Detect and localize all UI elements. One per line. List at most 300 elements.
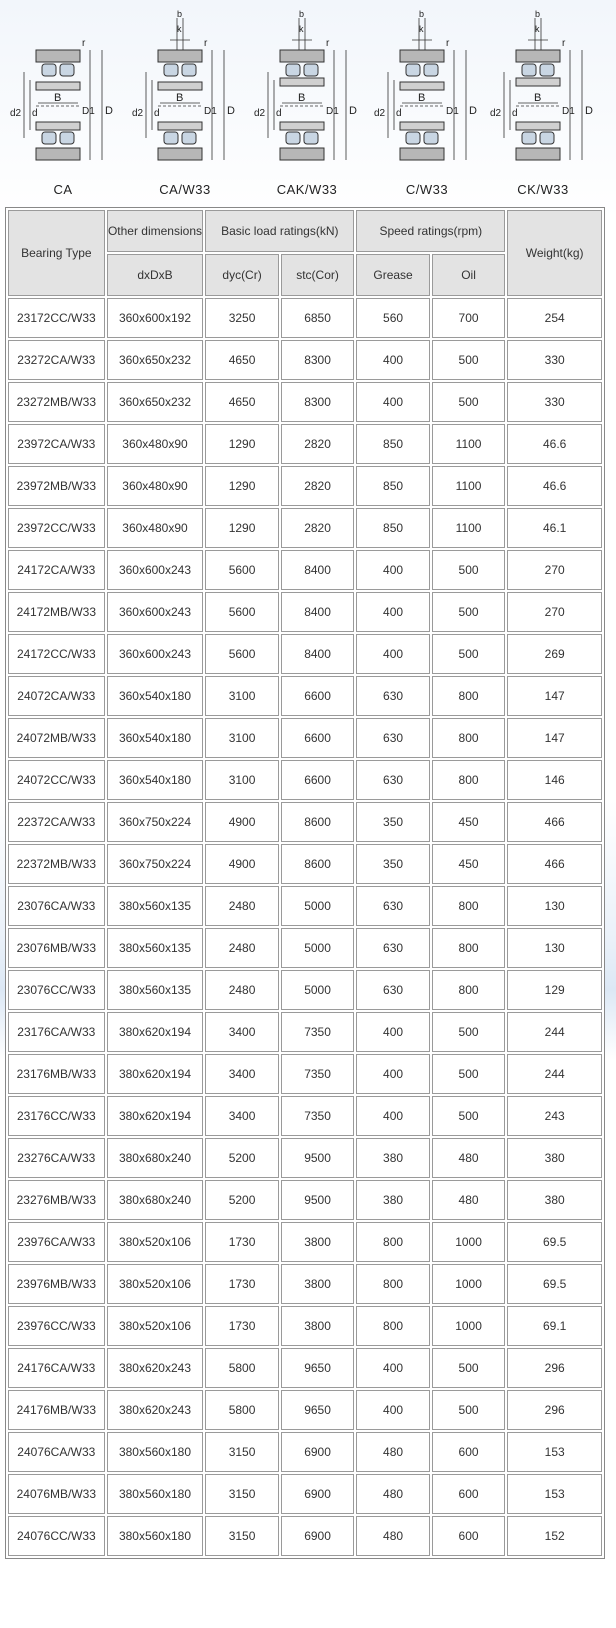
dim-b-label: b (535, 10, 541, 19)
cell-oil: 1000 (432, 1306, 506, 1346)
cell-oil: 800 (432, 760, 506, 800)
table-row (8, 1348, 602, 1388)
table-row (8, 718, 602, 758)
diagram-caption: CA/W33 (159, 182, 211, 197)
cell-weight: 296 (507, 1390, 602, 1430)
table-body (8, 298, 602, 1556)
diagram-caption: CK/W33 (517, 182, 569, 197)
cell-bearing-type: 24176CA/W33 (8, 1348, 105, 1388)
cell-oil: 480 (432, 1138, 506, 1178)
dim-r-label: r (446, 38, 450, 49)
cell-weight: 270 (507, 592, 602, 632)
cell-stc: 8300 (281, 382, 355, 422)
cell-dyc: 5600 (205, 634, 279, 674)
cell-grease: 400 (356, 1390, 430, 1430)
cell-oil: 500 (432, 1096, 506, 1136)
table-row (8, 802, 602, 842)
dim-k-label: k (535, 24, 540, 34)
cell-grease: 400 (356, 1348, 430, 1388)
dim-r-label: r (82, 38, 86, 49)
cell-stc: 5000 (281, 970, 355, 1010)
cell-bearing-type: 24072CA/W33 (8, 676, 105, 716)
dim-k-label: k (419, 24, 424, 34)
cell-weight: 466 (507, 802, 602, 842)
dim-D-label: D (349, 105, 357, 117)
cell-weight: 129 (507, 970, 602, 1010)
table-row (8, 1054, 602, 1094)
cell-grease: 400 (356, 382, 430, 422)
cell-dyc: 3150 (205, 1474, 279, 1514)
bearing-cross-section-icon (252, 10, 362, 180)
cell-bearing-type: 23972CA/W33 (8, 424, 105, 464)
table-row (8, 676, 602, 716)
cell-weight: 69.5 (507, 1264, 602, 1304)
dim-B-label: B (176, 92, 184, 104)
header-weight: Weight(kg) (507, 210, 602, 296)
bearing-cross-section-icon (130, 10, 240, 180)
dim-B-label: B (298, 92, 306, 104)
cell-bearing-type: 23976CC/W33 (8, 1306, 105, 1346)
cell-grease: 400 (356, 592, 430, 632)
cell-oil: 1000 (432, 1264, 506, 1304)
cell-dyc: 1730 (205, 1306, 279, 1346)
cell-weight: 296 (507, 1348, 602, 1388)
cell-dimensions: 360x600x243 (107, 550, 204, 590)
cell-bearing-type: 24172MB/W33 (8, 592, 105, 632)
dim-d2-label: d2 (254, 108, 266, 119)
cell-bearing-type: 23176MB/W33 (8, 1054, 105, 1094)
cell-grease: 630 (356, 886, 430, 926)
dim-d-label: d (396, 108, 402, 119)
dim-D-label: D (105, 105, 113, 117)
cell-grease: 380 (356, 1180, 430, 1220)
header-dxdxb: dxDxB (107, 254, 204, 296)
cell-oil: 500 (432, 550, 506, 590)
table-row (8, 1012, 602, 1052)
cell-weight: 69.5 (507, 1222, 602, 1262)
bearing-cross-section-icon (8, 10, 118, 180)
table-row (8, 298, 602, 338)
cell-stc: 6600 (281, 718, 355, 758)
header-stc: stc(Cor) (281, 254, 355, 296)
cell-weight: 130 (507, 886, 602, 926)
dim-d2-label: d2 (490, 108, 502, 119)
cell-dyc: 3400 (205, 1096, 279, 1136)
cell-oil: 1100 (432, 466, 506, 506)
cell-dyc: 1290 (205, 466, 279, 506)
cell-stc: 6900 (281, 1474, 355, 1514)
cell-grease: 800 (356, 1222, 430, 1262)
cell-bearing-type: 23172CC/W33 (8, 298, 105, 338)
cell-dimensions: 380x560x135 (107, 928, 204, 968)
dim-D-label: D (227, 105, 235, 117)
cell-dyc: 4650 (205, 382, 279, 422)
table-row (8, 1264, 602, 1304)
cell-dimensions: 380x620x194 (107, 1012, 204, 1052)
table-row (8, 508, 602, 548)
table-row (8, 382, 602, 422)
table-row (8, 550, 602, 590)
cell-dyc: 3400 (205, 1054, 279, 1094)
dim-D-label: D (585, 105, 593, 117)
table-row (8, 1180, 602, 1220)
cell-weight: 46.1 (507, 508, 602, 548)
cell-stc: 2820 (281, 466, 355, 506)
cell-bearing-type: 23272MB/W33 (8, 382, 105, 422)
bearing-cross-section-icon (488, 10, 598, 180)
cell-grease: 480 (356, 1516, 430, 1556)
cell-weight: 466 (507, 844, 602, 884)
cell-grease: 850 (356, 424, 430, 464)
header-other-dimensions: Other dimensions (107, 210, 204, 252)
cell-stc: 7350 (281, 1012, 355, 1052)
cell-oil: 1000 (432, 1222, 506, 1262)
cell-weight: 330 (507, 340, 602, 380)
cell-dyc: 5600 (205, 550, 279, 590)
cell-stc: 2820 (281, 508, 355, 548)
cell-bearing-type: 23076MB/W33 (8, 928, 105, 968)
cell-dimensions: 380x560x180 (107, 1474, 204, 1514)
cell-bearing-type: 24176MB/W33 (8, 1390, 105, 1430)
cell-weight: 147 (507, 718, 602, 758)
cell-oil: 600 (432, 1474, 506, 1514)
cell-bearing-type: 22372MB/W33 (8, 844, 105, 884)
table-row (8, 1390, 602, 1430)
diagram-caption: CA (53, 182, 73, 197)
cell-bearing-type: 23976MB/W33 (8, 1264, 105, 1304)
cell-grease: 630 (356, 718, 430, 758)
cell-grease: 400 (356, 550, 430, 590)
cell-weight: 243 (507, 1096, 602, 1136)
cell-weight: 244 (507, 1054, 602, 1094)
bearing-diagram (130, 10, 240, 200)
cell-dyc: 5200 (205, 1138, 279, 1178)
cell-bearing-type: 23976CA/W33 (8, 1222, 105, 1262)
cell-stc: 3800 (281, 1264, 355, 1304)
cell-grease: 350 (356, 802, 430, 842)
dim-D1-label: D1 (562, 106, 575, 117)
cell-bearing-type: 23176CA/W33 (8, 1012, 105, 1052)
cell-stc: 6600 (281, 676, 355, 716)
cell-dimensions: 380x520x106 (107, 1264, 204, 1304)
cell-weight: 153 (507, 1432, 602, 1472)
cell-stc: 9650 (281, 1348, 355, 1388)
cell-bearing-type: 24172CC/W33 (8, 634, 105, 674)
cell-stc: 6850 (281, 298, 355, 338)
dim-d2-label: d2 (374, 108, 386, 119)
cell-oil: 700 (432, 298, 506, 338)
cell-stc: 9650 (281, 1390, 355, 1430)
table-row (8, 1474, 602, 1514)
header-bearing-type: Bearing Type (8, 210, 105, 296)
cell-dyc: 1730 (205, 1222, 279, 1262)
cell-dimensions: 360x480x90 (107, 466, 204, 506)
cell-dimensions: 380x680x240 (107, 1138, 204, 1178)
cell-bearing-type: 23176CC/W33 (8, 1096, 105, 1136)
cell-weight: 380 (507, 1180, 602, 1220)
cell-dyc: 3150 (205, 1516, 279, 1556)
cell-dyc: 3150 (205, 1432, 279, 1472)
cell-oil: 500 (432, 1390, 506, 1430)
cell-dimensions: 360x540x180 (107, 718, 204, 758)
dim-d2-label: d2 (132, 108, 144, 119)
cell-dyc: 3100 (205, 718, 279, 758)
cell-oil: 800 (432, 928, 506, 968)
cell-dimensions: 380x520x106 (107, 1306, 204, 1346)
cell-stc: 8400 (281, 550, 355, 590)
cell-dimensions: 380x620x194 (107, 1054, 204, 1094)
cell-bearing-type: 23276MB/W33 (8, 1180, 105, 1220)
dim-D1-label: D1 (204, 106, 217, 117)
cell-weight: 46.6 (507, 424, 602, 464)
header-dyc: dyc(Cr) (205, 254, 279, 296)
dim-d-label: d (32, 108, 38, 119)
cell-stc: 3800 (281, 1222, 355, 1262)
bearing-diagram (8, 10, 118, 200)
cell-stc: 6900 (281, 1432, 355, 1472)
cell-bearing-type: 24072MB/W33 (8, 718, 105, 758)
cell-grease: 400 (356, 634, 430, 674)
header-oil: Oil (432, 254, 506, 296)
cell-dyc: 3100 (205, 676, 279, 716)
table-row (8, 1432, 602, 1472)
cell-oil: 500 (432, 1054, 506, 1094)
cell-dimensions: 360x600x243 (107, 592, 204, 632)
dim-D1-label: D1 (446, 106, 459, 117)
table-row (8, 886, 602, 926)
cell-grease: 480 (356, 1474, 430, 1514)
cell-grease: 850 (356, 466, 430, 506)
cell-dimensions: 380x620x243 (107, 1390, 204, 1430)
cell-dimensions: 360x480x90 (107, 424, 204, 464)
cell-oil: 500 (432, 1348, 506, 1388)
dim-D1-label: D1 (326, 106, 339, 117)
dim-b-label: b (177, 10, 183, 19)
cell-weight: 69.1 (507, 1306, 602, 1346)
cell-dyc: 2480 (205, 886, 279, 926)
dim-B-label: B (54, 92, 62, 104)
cell-dimensions: 360x650x232 (107, 382, 204, 422)
cell-stc: 8400 (281, 634, 355, 674)
cell-weight: 244 (507, 1012, 602, 1052)
cell-dyc: 2480 (205, 970, 279, 1010)
diagram-caption: CAK/W33 (276, 182, 338, 197)
cell-oil: 500 (432, 634, 506, 674)
cell-dyc: 5800 (205, 1348, 279, 1388)
cell-dimensions: 360x750x224 (107, 802, 204, 842)
cell-dimensions: 360x480x90 (107, 508, 204, 548)
cell-bearing-type: 23276CA/W33 (8, 1138, 105, 1178)
cell-stc: 5000 (281, 886, 355, 926)
dim-D-label: D (469, 105, 477, 117)
table-row (8, 592, 602, 632)
cell-stc: 9500 (281, 1138, 355, 1178)
cell-weight: 254 (507, 298, 602, 338)
table-row (8, 760, 602, 800)
cell-bearing-type: 23972CC/W33 (8, 508, 105, 548)
cell-weight: 270 (507, 550, 602, 590)
cell-weight: 380 (507, 1138, 602, 1178)
cell-grease: 400 (356, 1012, 430, 1052)
cell-dimensions: 360x650x232 (107, 340, 204, 380)
dim-k-label: k (299, 24, 304, 34)
cell-dimensions: 360x540x180 (107, 760, 204, 800)
table-row (8, 1516, 602, 1556)
cell-oil: 450 (432, 844, 506, 884)
cell-oil: 500 (432, 592, 506, 632)
cell-dyc: 5200 (205, 1180, 279, 1220)
dim-r-label: r (326, 38, 330, 49)
cell-dyc: 5800 (205, 1390, 279, 1430)
table-row (8, 466, 602, 506)
cell-bearing-type: 22372CA/W33 (8, 802, 105, 842)
cell-oil: 800 (432, 886, 506, 926)
cell-stc: 6600 (281, 760, 355, 800)
cell-dimensions: 380x560x135 (107, 886, 204, 926)
cell-dyc: 4650 (205, 340, 279, 380)
cell-dyc: 3100 (205, 760, 279, 800)
cell-dimensions: 360x600x192 (107, 298, 204, 338)
dim-b-label: b (419, 10, 425, 19)
dim-B-label: B (534, 92, 542, 104)
cell-stc: 5000 (281, 928, 355, 968)
dim-d-label: d (512, 108, 518, 119)
cell-oil: 1100 (432, 508, 506, 548)
cell-dimensions: 380x520x106 (107, 1222, 204, 1262)
dim-r-label: r (562, 38, 566, 49)
cell-dimensions: 380x560x135 (107, 970, 204, 1010)
header-basic-load-ratings: Basic load ratings(kN) (205, 210, 354, 252)
table-row (8, 928, 602, 968)
bearing-diagram (488, 10, 598, 200)
cell-bearing-type: 23076CA/W33 (8, 886, 105, 926)
cell-bearing-type: 24076CC/W33 (8, 1516, 105, 1556)
header-row-1 (8, 210, 602, 252)
cell-dimensions: 380x560x180 (107, 1516, 204, 1556)
cell-dyc: 3400 (205, 1012, 279, 1052)
cell-dyc: 2480 (205, 928, 279, 968)
dim-B-label: B (418, 92, 426, 104)
cell-oil: 1100 (432, 424, 506, 464)
cell-dyc: 4900 (205, 802, 279, 842)
table-row (8, 1222, 602, 1262)
cell-weight: 153 (507, 1474, 602, 1514)
bearing-spec-table (5, 207, 605, 1559)
bearing-diagram (372, 10, 482, 200)
cell-stc: 8400 (281, 592, 355, 632)
cell-oil: 600 (432, 1432, 506, 1472)
dim-d2-label: d2 (10, 108, 22, 119)
cell-grease: 400 (356, 1054, 430, 1094)
cell-stc: 7350 (281, 1054, 355, 1094)
header-grease: Grease (356, 254, 430, 296)
cell-dimensions: 380x560x180 (107, 1432, 204, 1472)
cell-weight: 152 (507, 1516, 602, 1556)
cell-dimensions: 360x540x180 (107, 676, 204, 716)
dim-b-label: b (299, 10, 305, 19)
cell-grease: 480 (356, 1432, 430, 1472)
cell-oil: 500 (432, 382, 506, 422)
cell-dimensions: 380x620x243 (107, 1348, 204, 1388)
cell-dyc: 4900 (205, 844, 279, 884)
table-row (8, 340, 602, 380)
dim-D1-label: D1 (82, 106, 95, 117)
cell-dimensions: 380x680x240 (107, 1180, 204, 1220)
cell-grease: 800 (356, 1306, 430, 1346)
table-row (8, 634, 602, 674)
header-speed-ratings: Speed ratings(rpm) (356, 210, 505, 252)
cell-grease: 380 (356, 1138, 430, 1178)
cell-bearing-type: 24076MB/W33 (8, 1474, 105, 1514)
table-row (8, 844, 602, 884)
table-row (8, 1306, 602, 1346)
cell-dyc: 3250 (205, 298, 279, 338)
table-row (8, 970, 602, 1010)
cell-bearing-type: 23076CC/W33 (8, 970, 105, 1010)
cell-grease: 800 (356, 1264, 430, 1304)
cell-oil: 800 (432, 676, 506, 716)
cell-oil: 800 (432, 970, 506, 1010)
dim-d-label: d (154, 108, 160, 119)
cell-oil: 500 (432, 1012, 506, 1052)
cell-oil: 480 (432, 1180, 506, 1220)
cell-stc: 8600 (281, 844, 355, 884)
cell-grease: 400 (356, 340, 430, 380)
table-row (8, 424, 602, 464)
table-row (8, 1138, 602, 1178)
dim-d-label: d (276, 108, 282, 119)
cell-grease: 630 (356, 676, 430, 716)
dim-k-label: k (177, 24, 182, 34)
diagram-caption: C/W33 (405, 182, 449, 197)
cell-oil: 450 (432, 802, 506, 842)
cell-stc: 8300 (281, 340, 355, 380)
bearing-diagrams (0, 0, 616, 205)
cell-oil: 600 (432, 1516, 506, 1556)
cell-dyc: 1290 (205, 424, 279, 464)
cell-weight: 46.6 (507, 466, 602, 506)
cell-weight: 269 (507, 634, 602, 674)
cell-bearing-type: 24172CA/W33 (8, 550, 105, 590)
cell-weight: 147 (507, 676, 602, 716)
cell-weight: 330 (507, 382, 602, 422)
cell-grease: 850 (356, 508, 430, 548)
cell-dyc: 1290 (205, 508, 279, 548)
cell-stc: 7350 (281, 1096, 355, 1136)
cell-bearing-type: 23272CA/W33 (8, 340, 105, 380)
cell-stc: 6900 (281, 1516, 355, 1556)
table-row (8, 1096, 602, 1136)
cell-bearing-type: 24072CC/W33 (8, 760, 105, 800)
dim-r-label: r (204, 38, 208, 49)
cell-grease: 630 (356, 760, 430, 800)
cell-dimensions: 380x620x194 (107, 1096, 204, 1136)
cell-bearing-type: 23972MB/W33 (8, 466, 105, 506)
cell-grease: 350 (356, 844, 430, 884)
cell-weight: 130 (507, 928, 602, 968)
cell-oil: 500 (432, 340, 506, 380)
cell-dyc: 1730 (205, 1264, 279, 1304)
bearing-diagram (252, 10, 362, 200)
cell-grease: 560 (356, 298, 430, 338)
cell-dimensions: 360x750x224 (107, 844, 204, 884)
cell-oil: 800 (432, 718, 506, 758)
cell-stc: 2820 (281, 424, 355, 464)
cell-dimensions: 360x600x243 (107, 634, 204, 674)
cell-stc: 3800 (281, 1306, 355, 1346)
cell-stc: 9500 (281, 1180, 355, 1220)
cell-grease: 400 (356, 1096, 430, 1136)
